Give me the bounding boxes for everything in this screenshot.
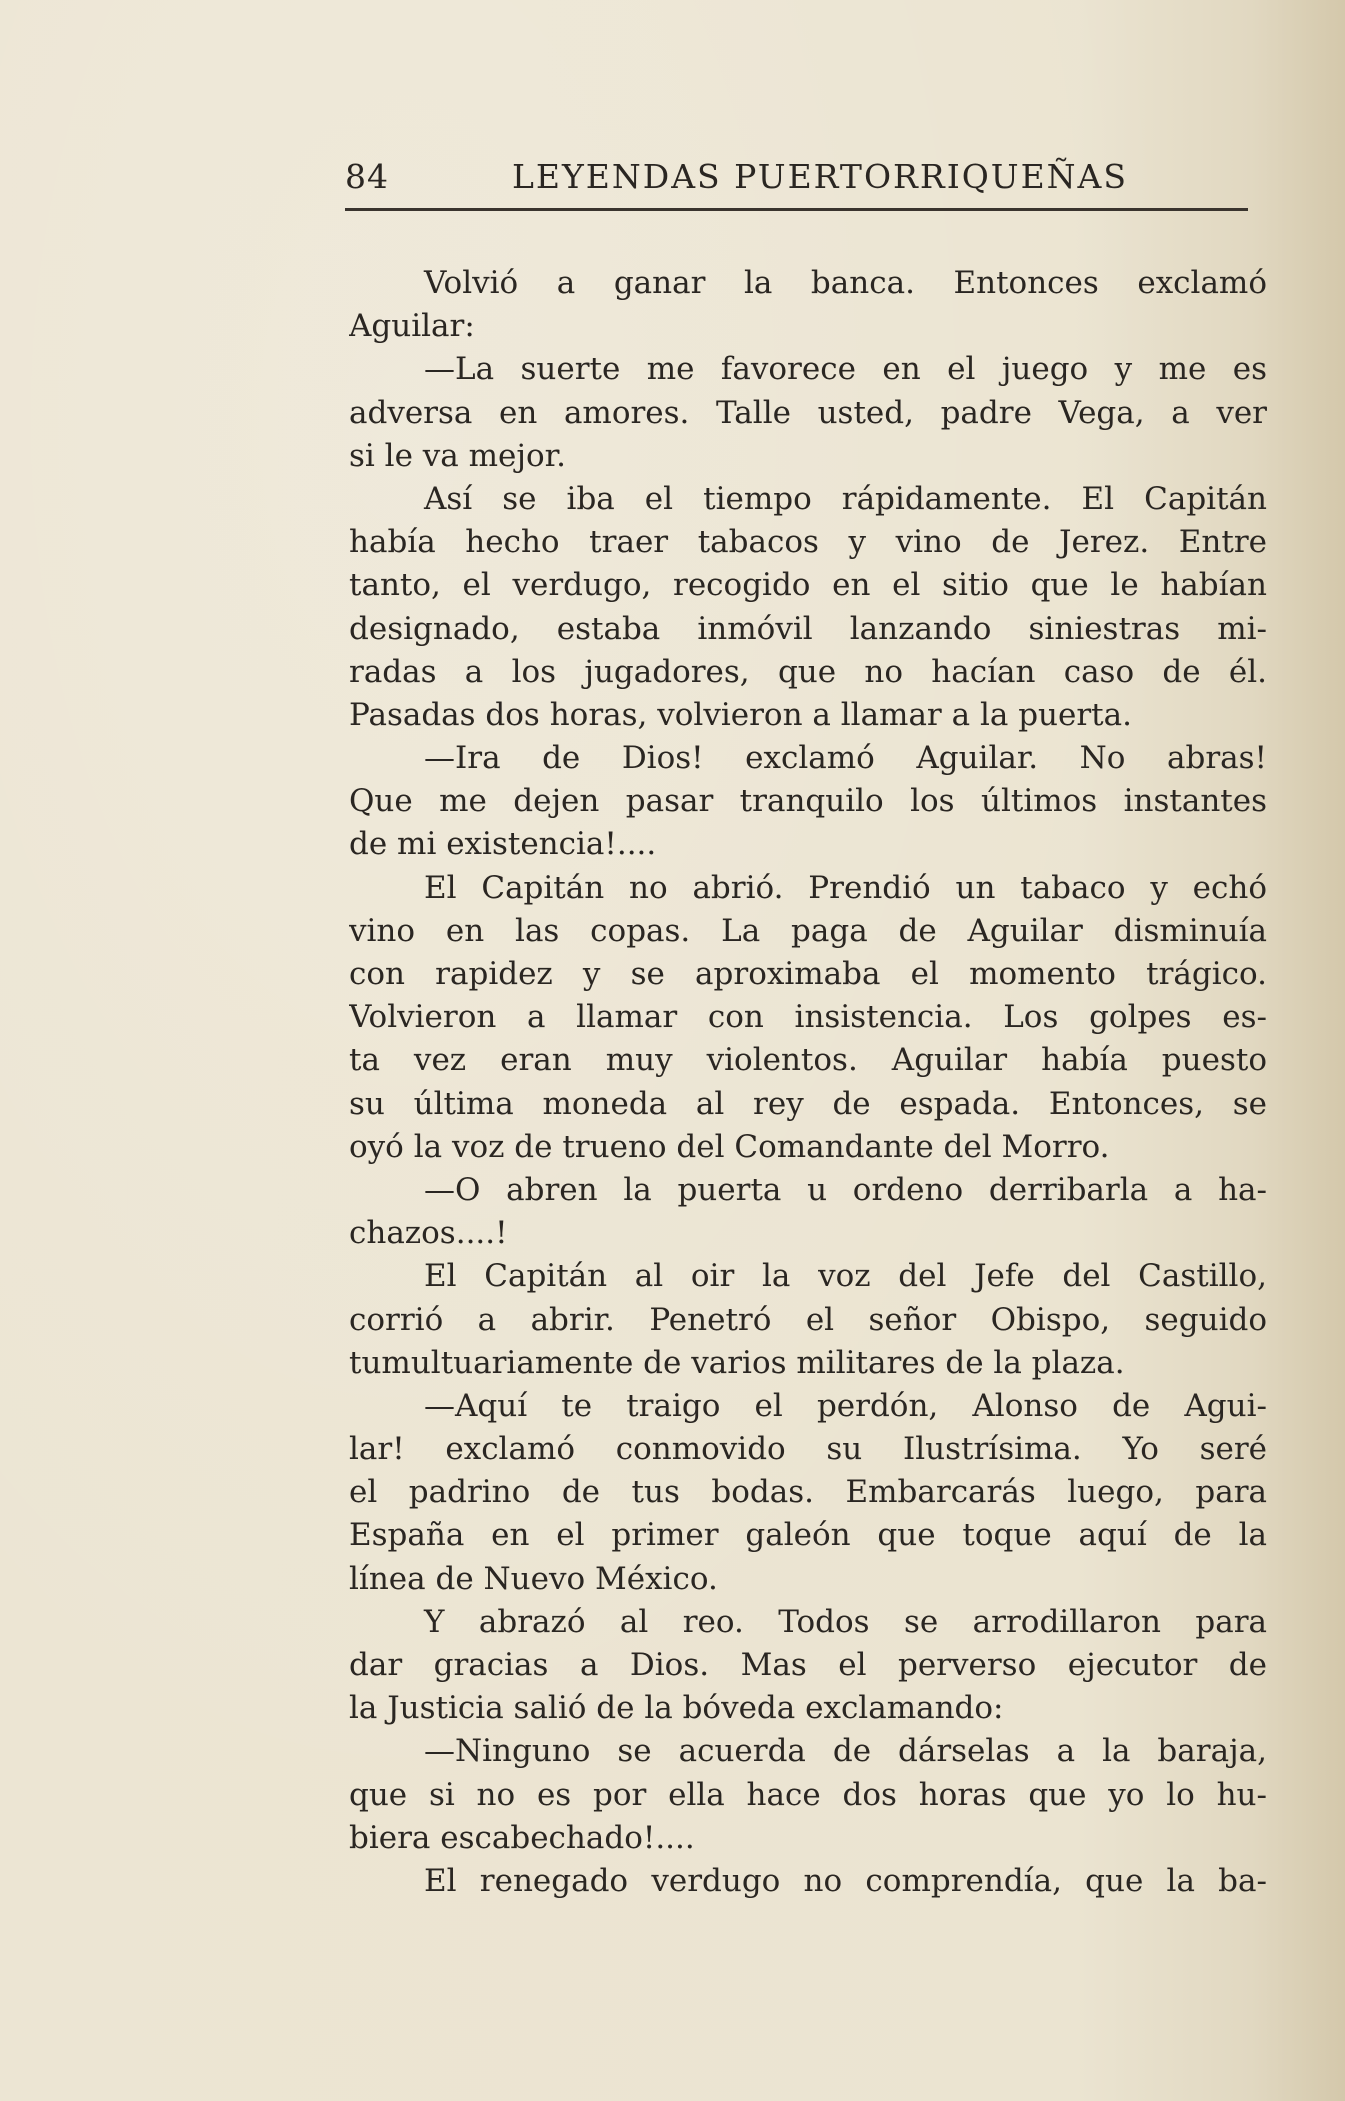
- text-line: su última moneda al rey de espada. Entonces, se: [349, 1085, 1267, 1122]
- text-line: —Aquí te traigo el perdón, Alonso de Agui-: [424, 1387, 1267, 1424]
- text-line: si le va mejor.: [349, 437, 566, 474]
- text-line: oyó la voz de trueno del Comandante del Morro.: [349, 1128, 1110, 1165]
- text-line: Que me dejen pasar tranquilo los últimos instantes: [349, 783, 1267, 820]
- text-line: España en el primer galeón que toque aquí de la: [349, 1517, 1267, 1554]
- text-line: —Ninguno se acuerda de dárselas a la baraja,: [424, 1733, 1267, 1770]
- text-line: El Capitán al oir la voz del Jefe del Castillo,: [424, 1258, 1267, 1295]
- text-line: ta vez eran muy violentos. Aguilar había puesto: [349, 1042, 1267, 1079]
- text-line: —O abren la puerta u ordeno derribarla a ha-: [424, 1171, 1267, 1208]
- text-line: tanto, el verdugo, recogido en el sitio que le habían: [349, 567, 1267, 604]
- text-line: Y abrazó al reo. Todos se arrodillaron para: [424, 1603, 1267, 1640]
- text-line: la Justicia salió de la bóveda exclamando:: [349, 1690, 1004, 1727]
- text-line: biera escabechado!....: [349, 1819, 695, 1856]
- text-line: corrió a abrir. Penetró el señor Obispo, seguido: [349, 1301, 1267, 1338]
- text-line: había hecho traer tabacos y vino de Jerez. Entre: [349, 524, 1267, 561]
- header-rule: [345, 208, 1248, 211]
- text-line: tumultuariamente de varios militares de la plaza.: [349, 1344, 1125, 1381]
- text-line: —Ira de Dios! exclamó Aguilar. No abras!: [424, 740, 1267, 777]
- text-line: Pasadas dos horas, volvieron a llamar a la puerta.: [349, 696, 1132, 733]
- text-line: el padrino de tus bodas. Embarcarás luego, para: [349, 1474, 1267, 1511]
- text-line: lar! exclamó conmovido su Ilustrísima. Yo seré: [349, 1431, 1267, 1468]
- body-text: [349, 262, 1267, 1903]
- text-line: adversa en amores. Talle usted, padre Vega, a ver: [349, 394, 1267, 431]
- text-line: que si no es por ella hace dos horas que yo lo hu-: [349, 1776, 1267, 1813]
- text-line: —La suerte me favorece en el juego y me es: [424, 351, 1267, 388]
- text-line: chazos....!: [349, 1215, 508, 1252]
- text-line: línea de Nuevo México.: [349, 1560, 718, 1597]
- text-line: Volvió a ganar la banca. Entonces exclamó: [424, 265, 1267, 301]
- text-line: Así se iba el tiempo rápidamente. El Capitán: [424, 480, 1267, 517]
- text-line: designado, estaba inmóvil lanzando siniestras mi-: [349, 610, 1267, 647]
- text-line: dar gracias a Dios. Mas el perverso ejecutor de: [349, 1647, 1267, 1683]
- page-number: 84: [345, 157, 389, 196]
- text-line: con rapidez y se aproximaba el momento trágico.: [349, 956, 1267, 992]
- running-title: LEYENDAS PUERTORRIQUEÑAS: [512, 157, 1128, 196]
- text-line: Volvieron a llamar con insistencia. Los golpes es-: [349, 999, 1267, 1036]
- text-line: Aguilar:: [349, 308, 475, 345]
- text-line: El Capitán no abrió. Prendió un tabaco y echó: [424, 869, 1267, 906]
- text-line: de mi existencia!....: [349, 826, 657, 863]
- text-line: El renegado verdugo no comprendía, que la ba-: [424, 1862, 1267, 1899]
- text-line: vino en las copas. La paga de Aguilar disminuía: [349, 912, 1267, 949]
- page-header: [345, 157, 1247, 207]
- text-line: radas a los jugadores, que no hacían caso de él.: [349, 653, 1267, 690]
